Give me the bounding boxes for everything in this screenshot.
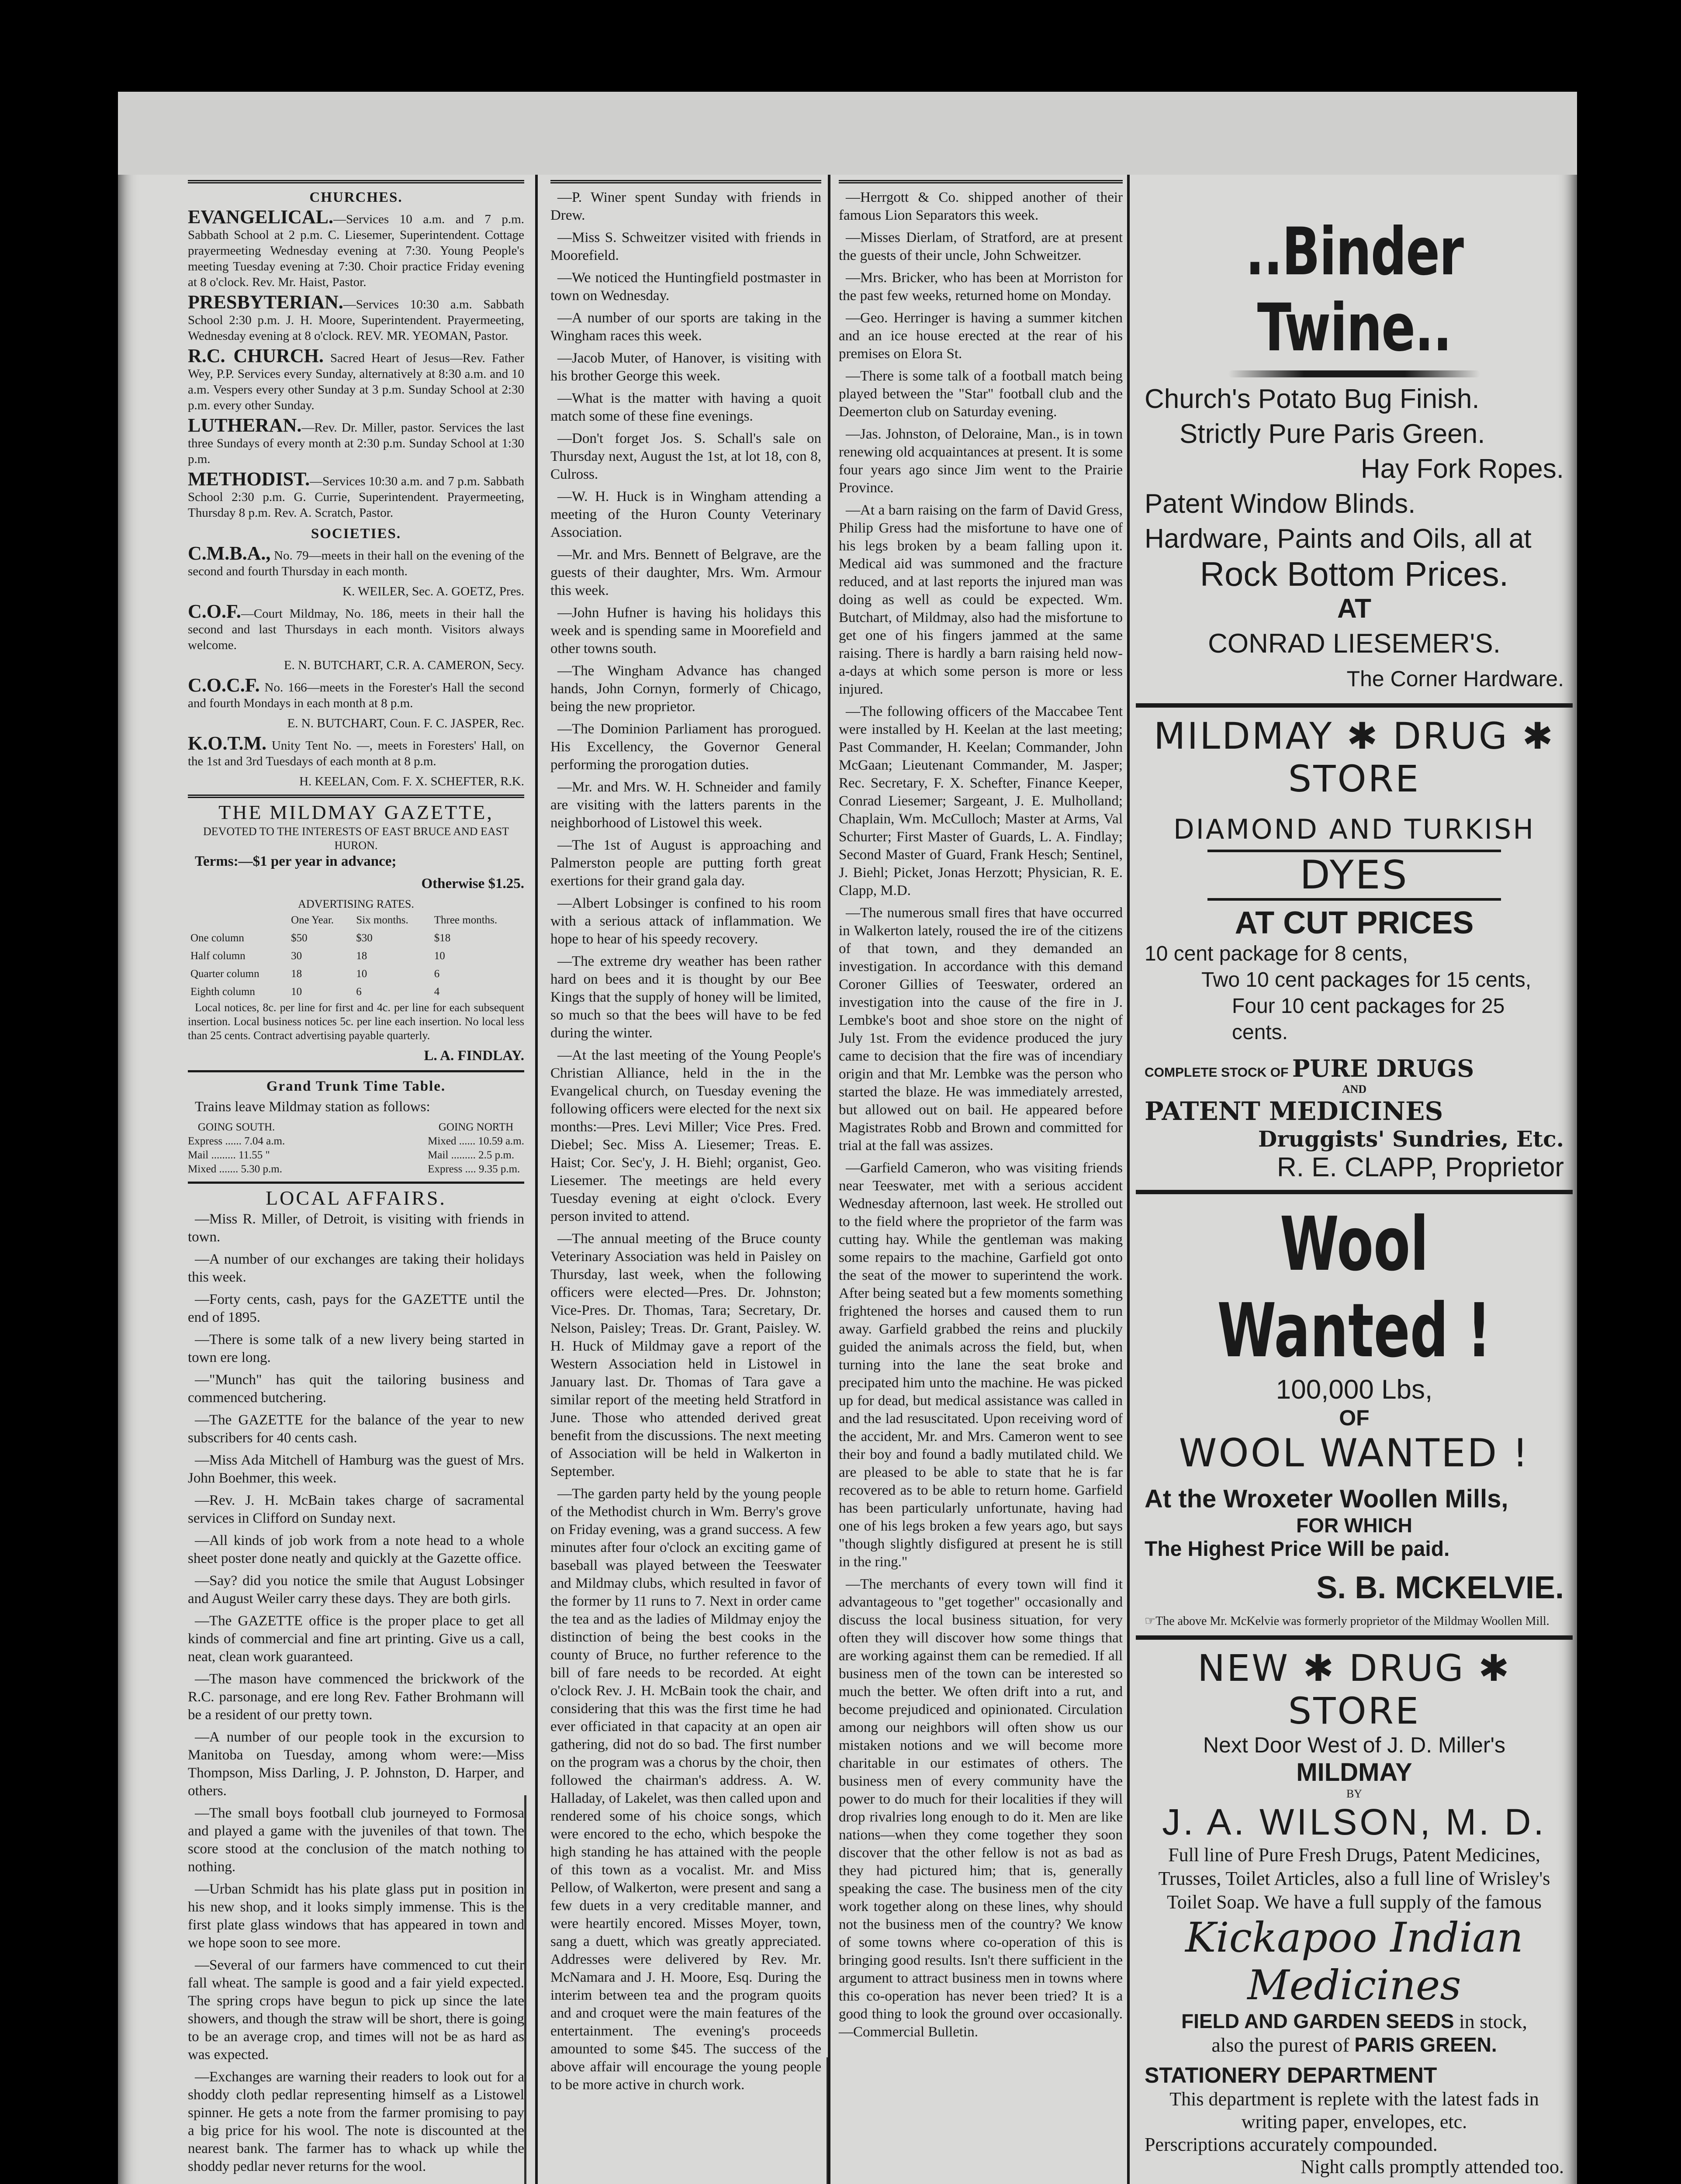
rock-bottom-prices: Rock Bottom Prices. [1200,555,1509,593]
local-item: —Forty cents, cash, pays for the GAZETTE until the end of 1895. [188,1292,524,1325]
column-rule [535,175,538,2184]
societies-heading: SOCIETIES. [311,526,401,542]
complete-stock [1145,1054,1564,1082]
rates-title: ADVERTISING RATES. [298,898,414,910]
binder-line-1: Church's Potato Bug Finish. [1145,384,1480,414]
rates-cell: 6 [434,968,440,980]
churches-name: PRESBYTERIAN. [188,291,343,313]
rates-cell: 18 [291,968,302,980]
societies-officers: E. N. BUTCHART, Coun. F. C. JASPER, Rec. [287,716,524,730]
rates-header-cell [188,911,288,929]
binder-line-3: Hay Fork Ropes. [1360,454,1564,484]
churches-name: R.C. CHURCH. [188,345,324,366]
local-item: —At a barn raising on the farm of David Gress, Philip Gress had the misfortune to have one of his legs broken by a beam falling upon it. Medical aid was summoned and the fracture reduced, and at last reports the injured man was doing as well as could be expected. Wm. Butchart, of Mildmay, also had the misfortune to get one of his fingers jammed at the same raising. There is hardly a barn raising held now-a-days at which some person is more or less injured. [839,502,1123,697]
rates-cell: 10 [356,968,367,980]
churches-text: Sacred Heart of Jesus—Rev. Father Wey, P.P. Services every Sunday, alternatively at 8:30 a.m. and 10 a.m. Vespers every other Sunday at 3 p.m. Sunday School at 2:30 p.m. every other Sunday. [188,351,524,412]
column-1 [188,175,524,2180]
seeds-line [1145,2009,1564,2033]
timetable-south [188,1120,285,1176]
local-item: —Herrgott & Co. shipped another of their famous Lion Separators this week. [839,190,1123,223]
local-item: —Albert Lobsinger is confined to his room with a serious attack of inflammation. We hope to hear of his speedy recovery. [550,895,821,947]
newspaper-page [118,92,1577,2184]
local-item: —Say? did you notice the smile that August Lobsinger and August Weiler carry these days. They are both girls. [188,1573,524,1607]
local-item: —The Dominion Parliament has prorogued. His Excellency, the Governor General performing the prorogation duties. [550,721,821,773]
churches-name: LUTHERAN. [188,415,302,436]
top-rule [839,180,1123,183]
column-rule [1127,175,1130,2184]
local-item: —A number of our exchanges are taking their holidays this week. [188,1251,524,1285]
new-drug-store-ad [1136,1640,1573,2184]
local-item: —Mr. and Mrs. Bennett of Belgrave, are the guests of their daughter, Mrs. Wm. Armour this week. [550,547,821,598]
stationery-text: This department is replete with the latest fads in writing paper, envelopes, etc. [1169,2088,1539,2132]
local-items-col2 [550,189,821,2094]
local-item: —Garfield Cameron, who was visiting friends near Teeswater, met with a serious accident Wednesday afternoon, last week. He strolled out to the field where the proprietor of the farm was cutting hay. While the gentleman was making some repairs to the machine, Garfield got onto the seat of the mower to superintend the work. After being seated but a few moments something frightened the horses and caused them to run away. Garfield grabbed the reins and pluckily guided the animals across the field, but, when turning into the lane the seat broke and precipated him unto the machine. He was picked up for dead, but medical assistance was called in and the lad resuscitated. Upon receiving word of the accident, Mr. and Mrs. Cameron went to see their boy and found a badly mutilated child. We are pleased to be able to state that he is far recovered as to be able to return home. Garfield has been particularly unfortunate, having had one of his legs broken a few years ago, but says "though slightly disfigured at present he is still in the ring." [839,1160,1123,1570]
binder-line-4: Patent Window Blinds. [1145,489,1416,519]
mildmay-town: MILDMAY [1296,1758,1412,1787]
local-item: —The merchants of every town will find it advantageous to "get together" occasionally and discuss the local business situation, for very often they will discover how some things that are working against them can be remedied. If all business men of the town can be interested so much the better. We often drift into a rut, and become prejudiced and opinionated. Circulation among our neighbors will often show us our mistaken notions and we will become more charitable in our estimates of others. The business men of every community have the power to do much for their localities if they will drop rivalries long enough to do it. Men are like nations—when they come together they soon discover that the other fellow is not as bad as they had pictured him; that is, generally speaking the case. The business men of the city work together along on these lines, why should not the business men of the country? We know of some towns where co-operation of this is bringing good results. Isn't there sufficient in the argument to attract business men in towns where this co-operation has never been tried? It is a good thing to look the ground over occasionally.—Commercial Bulletin. [839,1576,1123,2040]
local-item: —Several of our farmers have commenced to cut their fall wheat. The sample is good and a fair yield expected. The spring crops have begun to pick up since the late showers, and though the straw will be short, there is going to be an average crop, and times will not be as hard as was expected. [188,1957,524,2063]
rates-cell: 4 [434,986,440,998]
local-item: —Geo. Herringer is having a summer kitchen and an ice house erected at the rear of his premises on Elora St. [839,310,1123,362]
societies-officers: K. WEILER, Sec. A. GOETZ, Pres. [342,584,524,598]
highest-price: The Highest Price Will be paid. [1145,1538,1450,1561]
wool-amount: 100,000 Lbs, [1276,1375,1433,1405]
societies-officers: H. KEELAN, Com. F. X. SCHEFTER, R.K. [299,774,524,788]
local-items-col1 [188,1210,524,2176]
prescriptions: Perscriptions accurately compounded. [1145,2134,1438,2155]
rates-cell: 10 [434,950,445,962]
churches-name: METHODIST. [188,468,310,490]
divider [188,1182,524,1184]
south-heading: GOING SOUTH. [197,1121,275,1133]
gazette-subtitle: DEVOTED TO THE INTERESTS OF EAST BRUCE AND EAST HURON. [203,825,509,852]
local-item: —The small boys football club journeyed to Formosa and played a game with the juveniles of that town. The score stood at the conclusion of the match nothing to nothing. [188,1805,524,1875]
churches-text: —Services 10:30 a.m. and 7 p.m. Sabbath School 2:30 p.m. G. Currie, Superintendent. Prayermeeting, Thursday 8 p.m. Rev. A. Scratch, Pastor. [188,474,524,520]
gazette-terms-2: Otherwise $1.25. [421,876,524,892]
societies-text: Unity Tent No. —, meets in Foresters' Hall, on the 1st and 3rd Tuesdays of each month at 8 p.m. [188,739,524,768]
wool-wanted-2: WOOL WANTED ! [1179,1431,1530,1476]
gazette-notes: Local notices, 8c. per line for first and 4c. per line for each subsequent insertion. Local business notices 5c. per line each insertion. No local less than 25 cents. Contract advertising payable quarterly. [188,1001,524,1042]
local-item: —Jacob Muter, of Hanover, is visiting with his brother George this week. [550,350,821,384]
train-north: Express .... 9.35 p.m. [428,1163,520,1175]
field-garden-seeds: FIELD AND GARDEN SEEDS [1181,2010,1454,2032]
churches-name: EVANGELICAL. [188,206,333,228]
rates-row [188,929,524,947]
purest-line [1145,2033,1564,2056]
churches-heading: CHURCHES. [309,190,403,205]
local-items-col3 [839,189,1123,2041]
local-item: —Rev. J. H. McBain takes charge of sacramental services in Clifford on Sunday next. [188,1493,524,1526]
societies-text: No. 166—meets in the Forester's Hall the second and fourth Mondays in each month at 8 p.m. [188,681,524,710]
gazette-terms: Terms:—$1 per year in advance; [195,854,397,869]
binder-at: AT [1337,594,1372,624]
societies-name: C.O.F. [188,601,241,622]
conrad-liesemer: CONRAD LIESEMER'S. [1208,629,1501,659]
price-line-3: Four 10 cent packages for 25 cents. [1232,995,1505,1044]
divider [188,795,524,798]
purest-of: also the purest of [1211,2034,1349,2056]
local-item: —What is the matter with having a quoit match some of these fine evenings. [550,390,821,424]
societies-name: C.M.B.A., [188,543,271,564]
societies-name: K.O.T.M. [188,733,267,754]
local-item: —Mrs. Bricker, who has been at Morriston for the past few weeks, returned home on Monday. [839,270,1123,304]
local-affairs-title: LOCAL AFFAIRS. [266,1187,446,1209]
churches-entry [188,468,524,521]
ornament-divider [1228,370,1480,377]
local-item: —Miss S. Schweitzer visited with friends in Moorefield. [550,230,821,263]
rates-cell: 18 [356,950,367,962]
pure-drugs: PURE DRUGS [1292,1054,1474,1082]
local-item: —The GAZETTE office is the proper place to get all kinds of commercial and fine art printing. Give us a call, neat, clean work guaranteed. [188,1613,524,1665]
next-door: Next Door West of J. D. Miller's [1203,1733,1506,1757]
local-item: —The mason have commenced the brickwork of the R.C. parsonage, and ere long Rev. Father Brohmann will be a resident of our pretty town. [188,1671,524,1723]
rates-cell: $50 [291,932,308,944]
torn-top-edge [118,92,1577,175]
druggists-sundries: Druggists' Sundries, Etc. [1258,1126,1564,1152]
local-item: —Mr. and Mrs. W. H. Schneider and family are visiting with the latters parents in the neighborhood of Listowel this week. [550,779,821,831]
churches-text: —Services 10:30 a.m. Sabbath School 2:30 p.m. J. H. Moore, Superintendent. Prayermeeting, Wednesday evening at 8 o'clock. REV. MR. YEOMAN, Pastor. [188,297,524,343]
rates-cell: $18 [434,932,451,944]
timetable-north [428,1120,524,1176]
rates-cell: Quarter column [190,968,259,980]
local-item: —At the last meeting of the Young People's Christian Alliance, held in the in the Evangelical church, on Tuesday evening the following officers were elected for the next six months:—Pres. Levi Miller; Vice Pres. Fred. Diebel; Sec. Miss A. Liesemer; Treas. E. Haist; Cor. Sec'y, J. H. Biehl; organist, Geo. Liesemer. The meetings are held every Tuesday evening at eight o'clock. Every person invited to attend. [550,1047,821,1224]
gazette-publisher: L. A. FINDLAY. [424,1048,524,1064]
mildmay-drug-store-ad [1136,708,1573,1194]
churches-entry [188,415,524,467]
price-line-2: Two 10 cent packages for 15 cents, [1201,968,1532,992]
societies-text: —Court Mildmay, No. 186, meets in their hall the second and last Thursdays in each month. Visitors always welcome. [188,607,524,652]
rates-header-cell: Three months. [434,914,498,926]
patent-medicines: PATENT MEDICINES [1145,1096,1443,1126]
churches-text: —Services 10 a.m. and 7 p.m. Sabbath School at 2 p.m. C. Liesemer, Superintendent. Cottage prayermeeting Wednesday evening at 7:30. Young People's meeting Tuesday evening at 7:30. Choir practice Friday evening at 8 o'clock. Rev. Mr. Haist, Pastor. [188,212,524,289]
societies-text: No. 79—meets in their hall on the evening of the second and fourth Thursday in each month. [188,549,524,578]
local-item: —P. Winer spent Sunday with friends in Drew. [550,190,821,223]
drug-description: Full line of Pure Fresh Drugs, Patent Medicines, Trusses, Toilet Articles, also a full line of Wrisley's Toilet Soap. We have a full supply of the famous [1158,1844,1550,1913]
night-calls: Night calls promptly attended too. [1301,2156,1564,2177]
rates-cell: Eighth column [190,986,255,998]
local-item: —Misses Dierlam, of Stratford, are at present the guests of their uncle, John Schweitzer. [839,230,1123,263]
local-item: —Jas. Johnston, of Deloraine, Man., is in town renewing old acquaintances at present. It is some four years ago since Jim went to the Prairie Province. [839,426,1123,496]
wilson-name: J. A. WILSON, M. D. [1162,1801,1546,1842]
timetable [188,1120,524,1176]
by-word: BY [1346,1787,1363,1800]
divider [188,1070,524,1072]
wool-wanted-title: Wool Wanted ! [1217,1201,1491,1374]
binder-line-2: Strictly Pure Paris Green. [1179,419,1485,449]
clapp-proprietor: R. E. CLAPP, Proprietor [1276,1152,1564,1182]
wroxeter-mills: At the Wroxeter Woollen Mills, [1145,1485,1508,1513]
local-item: —The GAZETTE for the balance of the year to new subscribers for 40 cents cash. [188,1412,524,1446]
local-item: —Miss Ada Mitchell of Hamburg was the guest of Mrs. John Boehmer, this week. [188,1452,524,1486]
binder-twine-title: ..Binder Twine.. [1245,214,1463,366]
price-line-1: 10 cent package for 8 cents, [1145,942,1408,965]
advertisements-column [1136,175,1573,2184]
column-3 [839,175,1123,2046]
dyes-title: DYES [1207,850,1501,901]
churches-list [188,206,524,521]
local-item: —W. H. Huck is in Wingham attending a meeting of the Huron County Veterinary Association. [550,489,821,540]
stationery-dept: STATIONERY DEPARTMENT [1145,2063,1437,2087]
local-item: —The 1st of August is approaching and Palmerston people are putting forth great exertions for their grand gala day. [550,837,821,889]
rates-cell: 6 [356,986,362,998]
churches-entry [188,345,524,413]
top-rule [188,180,524,183]
rates-table [188,911,524,1001]
mckelvie-note: ☞The above Mr. McKelvie was formerly proprietor of the Mildmay Woollen Mill. [1145,1614,1550,1628]
local-item: —The extreme dry weather has been rather hard on bees and it is thought by our Bee Kings that the supply of honey will be limited, so much so that the bees will have to be fed during the winter. [550,954,821,1041]
stock-prefix: COMPLETE STOCK OF [1145,1065,1289,1080]
local-item: —Urban Schmidt has his plate glass put in position in his new shop, and it looks simply immense. This is the first plate glass windows that has appeared in town and we hope soon to see more. [188,1881,524,1951]
new-drug-store-title: NEW ✱ DRUG ✱ STORE [1197,1647,1511,1732]
drug-store-title: MILDMAY ✱ DRUG ✱ STORE [1154,715,1555,800]
rates-cell: One column [190,932,244,944]
societies-entry [188,674,524,711]
local-item: —A number of our sports are taking in the Wingham races this week. [550,310,821,344]
local-item: —All kinds of job work from a note head to a whole sheet poster done neatly and quickly at the Gazette office. [188,1533,524,1566]
paris-green: PARIS GREEN. [1354,2033,1497,2056]
local-item: —The Wingham Advance has changed hands, John Cornyn, formerly of Chicago, being the new proprietor. [550,663,821,715]
gazette-title: THE MILDMAY GAZETTE, [218,801,494,823]
north-heading: GOING NORTH [438,1121,514,1133]
local-item: —"Munch" has quit the tailoring business and commenced butchering. [188,1372,524,1406]
train-north: Mail ......... 2.5 p.m. [428,1149,515,1161]
churches-entry [188,291,524,344]
diamond-turkish: DIAMOND AND TURKISH [1173,813,1536,845]
local-item: —There is some talk of a football match being played between the "Star" football club and the Deemerton club on Saturday evening. [839,368,1123,420]
film-scratch [827,2057,828,2184]
rates-header-cell: Six months. [356,914,408,926]
film-scratch [524,1795,526,2184]
train-south: Mixed ....... 5.30 p.m. [188,1163,282,1175]
local-item: —Don't forget Jos. S. Schall's sale on Thursday next, August the 1st, at lot 18, con 8, Culross. [550,431,821,482]
wool-of: OF [1339,1406,1370,1430]
societies-name: C.O.C.F. [188,674,260,696]
local-item: —Exchanges are warning their readers to look out for a shoddy cloth pedlar representing himself as a Listowel spinner. He gets a note from the farmer promising to pay a big price for his wool. The note is discounted at the nearest bank. The farmer has to whack up while the shoddy pedlar never returns for the wool. [188,2069,524,2174]
local-item: —A number of our people took in the excursion to Manitoba on Tuesday, among whom were:—Miss Thompson, Miss Darling, J. P. Johnston, D. Harper, and others. [188,1729,524,1799]
rates-row [188,965,524,983]
societies-list [188,543,524,789]
local-item: —The annual meeting of the Bruce county Veterinary Association was held in Paisley on Thursday, last week, when the following officers were elected—Pres. Dr. Johnston; Vice-Pres. Dr. Thomas, Tara; Secretary, Dr. Nelson, Paisley; Treas. Dr. Grant, Paisley. W. H. Huck of Mildmay gave a report of the Western Association held in Listowel in January last. Dr. Thomas of Tara gave a similar report of the meeting held Stratford in June. Those who attended derived great benefit from the discussions. The next meeting of Association will be held in Walkerton in September. [550,1231,821,1479]
cut-prices: AT CUT PRICES [1235,905,1474,940]
binder-line-5: Hardware, Paints and Oils, all at [1145,524,1532,554]
and-word: AND [1342,1083,1367,1095]
top-rule [550,180,821,183]
train-north: Mixed ...... 10.59 a.m. [428,1135,524,1147]
binder-twine-ad [1136,175,1573,708]
local-item: —The garden party held by the young people of the Methodist church in Wm. Berry's grove on Friday evening, was a grand success. A few minutes after four o'clock an exciting game of baseball was played between the Teeswater and Mildmay clubs, which resulted in favor of the former by 11 runs to 7. Next in order came the tea and as the ladies of Mildmay enjoy the distinction of being the best cooks in the county of Bruce, no further reference to the bill of fare needs to be recorded. At eight o'clock Rev. J. H. McBain took the chair, and considering that this was the first time he had ever officiated in that capacity at an open air gathering, did not do so bad. The first number on the program was a chorus by the choir, then followed the chairman's address. A. W. Halladay, of Lakelet, was then called upon and rendered some of his choice songs, which were encored to the echo, which bespoke the high standing he has attained with the people of this town as a vocalist. Mr. and Miss Pellow, of Walkerton, were present and sang a few duets in a very creditable manner, and were heartily encored. Misses Moyer, town, sang a duett, which was greatly appreciated. Addresses were delivered by Rev. Mr. McNamara and J. H. Moore, Esq. During the interim between tea and the program quoits and and croquet were the main features of the entertainment. The evening's proceeds amounted to some $45. The success of the above affair will encourage the young people to be more active in church work. [550,1486,821,2093]
churches-entry [188,206,524,290]
corner-hardware: The Corner Hardware. [1346,667,1564,691]
rates-row [188,947,524,965]
rates-cell: Half column [190,950,246,962]
in-stock: in stock, [1454,2010,1527,2032]
wool-wanted-ad [1136,1194,1573,1640]
local-item: —John Hufner is having his holidays this week and is spending same in Moorefield and other towns south. [550,605,821,657]
rates-row [188,983,524,1001]
train-south: Express ...... 7.04 a.m. [188,1135,285,1147]
train-south: Mail ......... 11.55 " [188,1149,270,1161]
rates-cell: $30 [356,932,373,944]
local-item: —There is some talk of a new livery being started in town ere long. [188,1332,524,1365]
column-2 [550,175,821,2098]
for-which: FOR WHICH [1296,1514,1412,1537]
local-item: —The following officers of the Maccabee Tent were installed by H. Keelan at the last meeting; Past Commander, H. Keelan; Commander, John McGaan; Lieutenant Commander, M. Jasper; Rec. Secretary, F. X. Schefter, Finance Keeper, Conrad Liesemer; Sargeant, J. E. Mulholland; Chaplain, Wm. McCulloch; Master at Arms, Val Schurter; First Master of Guards, L. A. Findlay; Second Master of Guard, Frank Hesch; Sentinel, J. Biehl; Picket, Jonas Herzott; Physician, R. E. Clapp, M.D. [839,704,1123,898]
local-item: —Miss R. Miller, of Detroit, is visiting with friends in town. [188,1211,524,1245]
mckelvie-name: S. B. MCKELVIE. [1316,1570,1564,1605]
timetable-intro: Trains leave Mildmay station as follows: [195,1099,430,1115]
column-rule [828,175,830,2184]
societies-officers: E. N. BUTCHART, C.R. A. CAMERON, Secy. [284,658,524,672]
societies-entry [188,543,524,579]
rates-header-cell: One Year. [291,914,334,926]
timetable-title: Grand Trunk Time Table. [266,1078,446,1094]
societies-entry [188,733,524,769]
rates-cell: 30 [291,950,302,962]
local-item: —We noticed the Huntingfield postmaster in town on Wednesday. [550,270,821,304]
rates-cell: 10 [291,986,302,998]
kickapoo-medicines: Kickapoo Indian Medicines [1185,1914,1523,2009]
churches-text: —Rev. Dr. Miller, pastor. Services the last three Sundays of every month at 2:30 p.m. Sunday School at 1:30 p.m. [188,421,524,466]
societies-entry [188,601,524,653]
local-item: —The numerous small fires that have occurred in Walkerton lately, roused the ire of the citizens of that town, and they demanded an investigation. In accordance with this demand Coroner Gillies of Teeswater, ordered an investigation into the cause of the fire in J. Lembke's boot and shoe store on the night of July 1st. From the evidence produced the jury came to decision that the fire was of incendiary origin and that Mr. Lembke was the person who started the blaze. He was immediately arrested, but allowed out on bail. He appeared before Magistrates Robb and Brown and committed for trial at the fall was assizes. [839,905,1123,1154]
